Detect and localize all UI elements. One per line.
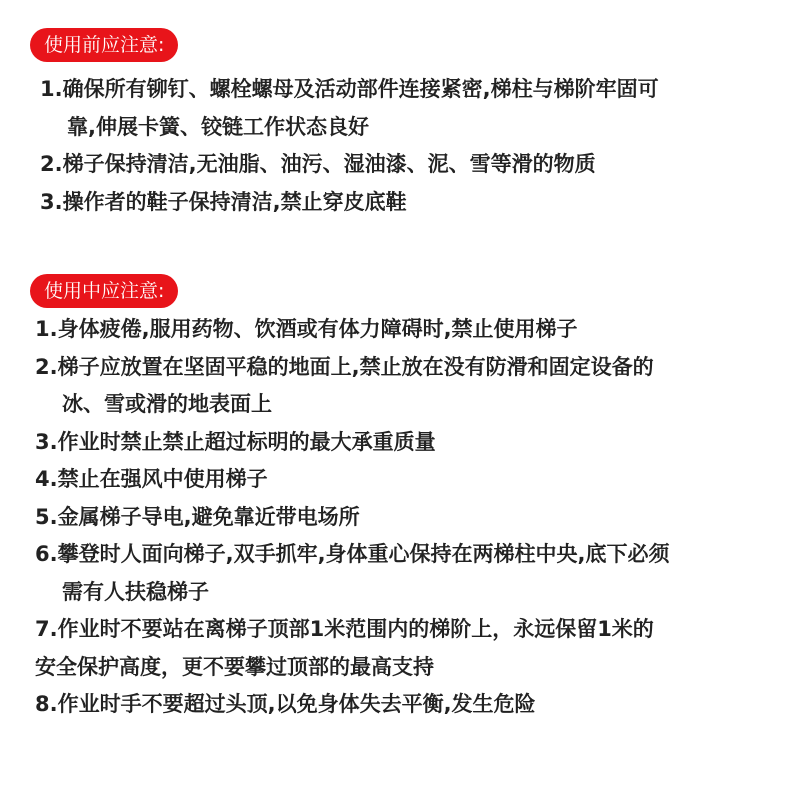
list-item xyxy=(0,424,800,462)
item-line: 2.梯子应放置在坚固平稳的地面上,禁止放在没有防滑和固定设备的 xyxy=(35,354,654,379)
item-line-continued: 靠,伸展卡簧、铰链工作状态良好 xyxy=(67,114,369,139)
item-line-continued: 冰、雪或滑的地表面上 xyxy=(62,392,272,416)
item-line-continued: 需有人扶稳梯子 xyxy=(62,579,209,604)
item-line: 7.作业时不要站在离梯子顶部1米范围内的梯阶上，永远保留1米的 xyxy=(35,617,654,641)
item-line: 2.梯子保持清洁,无油脂、油污、湿油漆、泥、雪等滑的物质 xyxy=(40,152,596,176)
list-item xyxy=(0,461,800,499)
section-title-during-use: 使用中应注意: xyxy=(30,274,178,308)
item-line: 4.禁止在强风中使用梯子 xyxy=(35,467,268,491)
list-item xyxy=(0,686,800,724)
item-line: 3.作业时禁止禁止超过标明的最大承重质量 xyxy=(35,429,436,454)
item-line: 1.身体疲倦,服用药物、饮酒或有体力障碍时,禁止使用梯子 xyxy=(35,317,578,341)
list-item xyxy=(0,184,800,222)
item-line-continued: 安全保护高度，更不要攀过顶部的最高支持 xyxy=(35,654,434,679)
list-item xyxy=(0,349,800,424)
list-item xyxy=(0,499,800,537)
item-line: 8.作业时手不要超过头顶,以免身体失去平衡,发生危险 xyxy=(35,692,536,716)
list-item xyxy=(0,611,800,686)
during-use-list xyxy=(0,311,800,724)
list-item xyxy=(0,146,800,184)
list-item xyxy=(0,71,800,146)
item-line: 1.确保所有铆钉、螺栓螺母及活动部件连接紧密,梯柱与梯阶牢固可 xyxy=(40,77,659,101)
item-line: 5.金属梯子导电,避免靠近带电场所 xyxy=(35,504,360,529)
before-use-list xyxy=(0,71,800,221)
item-line: 3.操作者的鞋子保持清洁,禁止穿皮底鞋 xyxy=(40,189,407,214)
section-title-before-use: 使用前应注意: xyxy=(30,28,178,62)
list-item xyxy=(0,311,800,349)
item-line: 6.攀登时人面向梯子,双手抓牢,身体重心保持在两梯柱中央,底下必须 xyxy=(35,542,670,566)
list-item xyxy=(0,536,800,611)
